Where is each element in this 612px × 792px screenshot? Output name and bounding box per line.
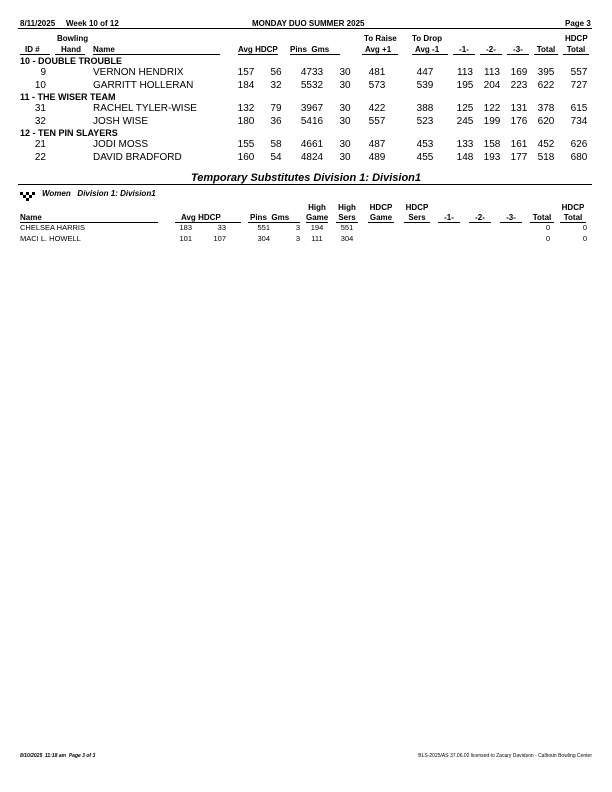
bowler-drop: 447 xyxy=(416,67,434,78)
bowler-g1: 113 xyxy=(457,67,473,78)
col-game-2: -2- xyxy=(480,45,502,55)
subs-title: Temporary Substitutes Division 1: Division1 xyxy=(190,172,422,184)
col-name: Name xyxy=(93,45,220,55)
bowler-drop: 455 xyxy=(416,151,434,163)
col-game-1: -1- xyxy=(453,45,475,55)
bowler-gms: 30 xyxy=(339,79,351,91)
bowler-raise: 481 xyxy=(368,67,386,78)
sub-hdcp: 107 xyxy=(213,233,226,243)
col-pins-gms: Pins Gms xyxy=(290,45,340,55)
bowler-g2: 193 xyxy=(483,151,501,163)
subs-col-hdcp-sers: Sers xyxy=(404,213,430,223)
bowler-id: 32 xyxy=(34,115,46,127)
subs-col-game: Game xyxy=(306,213,329,222)
subs-col-hdcp-b: HDCP xyxy=(405,203,429,212)
bowler-total: 620 xyxy=(537,115,555,127)
bowler-raise: 422 xyxy=(368,103,386,114)
col-game-3: -3- xyxy=(507,45,529,55)
bowler-name: GARRITT HOLLERAN xyxy=(93,79,194,91)
bowler-gms: 30 xyxy=(339,151,351,163)
sub-hdcp-total: 0 xyxy=(582,233,587,243)
bowler-drop: 453 xyxy=(416,139,434,150)
bowler-total: 518 xyxy=(537,151,555,163)
bowler-hdcp: 54 xyxy=(270,151,282,163)
bowler-avg: 180 xyxy=(237,115,255,127)
footer-timestamp: 8/10/2025 11:18 am Page 3 of 3 xyxy=(20,753,96,759)
bowler-g2: 113 xyxy=(484,67,500,78)
sub-hdcp-total: 0 xyxy=(582,223,587,232)
bowler-pins: 4733 xyxy=(300,67,324,78)
col-hand: Hand xyxy=(55,45,85,55)
subs-col-hdcp-a: HDCP xyxy=(369,203,393,212)
team-title: 10 - DOUBLE TROUBLE xyxy=(20,56,123,66)
subs-col-hdcp-game: Game xyxy=(369,213,393,222)
sub-name: MACI L. HOWELL xyxy=(20,233,81,243)
col-bowling: Bowling xyxy=(57,34,89,43)
subs-col-game-1: -1- xyxy=(438,213,460,223)
team-title: 12 - TEN PIN SLAYERS xyxy=(20,128,118,138)
sub-high-game: 194 xyxy=(310,223,324,232)
team-title: 11 - THE WISER TEAM xyxy=(20,92,116,102)
league-name: MONDAY DUO SUMMER 2025 xyxy=(252,19,365,28)
sub-avg: 183 xyxy=(179,223,192,232)
bowler-g3: 223 xyxy=(510,79,528,91)
subs-col-high2: High xyxy=(338,203,356,212)
subs-col-total: Total xyxy=(530,213,554,223)
bowler-name: RACHEL TYLER-WISE xyxy=(93,103,197,114)
bowler-drop: 523 xyxy=(416,115,434,127)
sub-hdcp: 33 xyxy=(217,223,226,232)
bowler-pins: 3967 xyxy=(300,103,324,114)
col-to-raise: To Raise xyxy=(364,34,397,43)
bowler-raise: 487 xyxy=(368,139,386,150)
sub-total: 0 xyxy=(545,223,550,232)
bowler-id: 22 xyxy=(34,151,46,163)
col-hdcp-total: Total xyxy=(563,45,589,55)
bowler-g2: 158 xyxy=(483,139,501,150)
sub-pins: 551 xyxy=(257,223,270,232)
subs-col-sers: Sers xyxy=(336,213,358,223)
sub-gms: 3 xyxy=(295,223,300,232)
bowler-hdcp-total: 615 xyxy=(570,103,588,114)
bowler-g2: 199 xyxy=(483,115,501,127)
bowler-raise: 489 xyxy=(368,151,386,163)
subs-col-avg-hdcp: Avg HDCP xyxy=(175,213,241,223)
bowler-g1: 148 xyxy=(456,151,474,163)
bowler-raise: 573 xyxy=(368,79,386,91)
footer-license: BLS-2025/AS 37.06.02 licensed to Zacary Davidson - Calhoun Bowling Center xyxy=(418,753,592,759)
bowler-pins: 4661 xyxy=(300,139,324,150)
bowler-avg: 184 xyxy=(237,79,255,91)
bowler-gms: 30 xyxy=(339,115,351,127)
subs-rule xyxy=(18,184,592,185)
bowler-g3: 131 xyxy=(510,103,528,114)
bowler-total: 622 xyxy=(537,79,555,91)
bowler-pins: 4824 xyxy=(300,151,324,163)
subs-col-high1: High xyxy=(308,203,326,212)
bowler-g3: 161 xyxy=(510,139,528,150)
subs-col-name: Name xyxy=(20,213,158,223)
subs-col-hdcp-total: Total xyxy=(560,213,586,223)
week-label: Week 10 of 12 xyxy=(66,19,119,28)
bowler-hdcp-total: 557 xyxy=(570,67,588,78)
col-to-drop: To Drop xyxy=(412,34,443,43)
bowler-hdcp-total: 680 xyxy=(570,151,588,163)
sub-total: 0 xyxy=(545,233,550,243)
bowler-g2: 204 xyxy=(483,79,501,91)
bowler-g3: 177 xyxy=(510,151,528,163)
bowler-g1: 195 xyxy=(456,79,474,91)
bowler-pins: 5532 xyxy=(300,79,324,91)
sub-high-sers: 304 xyxy=(340,233,354,243)
bowler-name: JOSH WISE xyxy=(93,115,149,127)
bowler-hdcp: 58 xyxy=(270,139,282,150)
bowler-gms: 30 xyxy=(339,139,351,150)
bowler-id: 21 xyxy=(34,139,46,150)
subs-col-pins-gms: Pins Gms xyxy=(248,213,300,223)
sub-name: CHELSEA HARRIS xyxy=(20,223,86,232)
bowler-gms: 30 xyxy=(339,67,351,78)
col-id: ID # xyxy=(20,45,50,55)
bowler-hdcp: 36 xyxy=(270,115,282,127)
bowler-name: JODI MOSS xyxy=(93,139,149,150)
bowler-drop: 388 xyxy=(416,103,434,114)
bowler-raise: 557 xyxy=(368,115,386,127)
bowler-g1: 133 xyxy=(456,139,474,150)
bowler-avg: 155 xyxy=(237,139,255,150)
subs-group-label: Women Division 1: Division1 xyxy=(42,189,156,198)
col-hdcp-top: HDCP xyxy=(565,34,588,43)
bowler-avg: 157 xyxy=(237,67,255,78)
sub-high-sers: 551 xyxy=(340,223,354,232)
bowler-hdcp-total: 734 xyxy=(570,115,588,127)
col-avg-plus1: Avg +1 xyxy=(362,45,398,55)
page-number: Page 3 xyxy=(565,19,591,28)
bowler-total: 378 xyxy=(537,103,555,114)
bowler-hdcp-total: 727 xyxy=(570,79,588,91)
report-date: 8/11/2025 xyxy=(20,19,56,28)
sub-gms: 3 xyxy=(295,233,300,243)
bowler-avg: 160 xyxy=(237,151,255,163)
bowler-total: 395 xyxy=(537,67,555,78)
bowler-avg: 132 xyxy=(237,103,255,114)
bowler-pins: 5416 xyxy=(300,115,324,127)
subs-col-hdcp-c: HDCP xyxy=(561,203,585,212)
bowler-drop: 539 xyxy=(416,79,434,91)
sub-avg: 101 xyxy=(179,233,192,243)
bowler-name: DAVID BRADFORD xyxy=(93,151,182,163)
col-total: Total xyxy=(534,45,558,55)
subs-col-game-3: -3- xyxy=(500,213,522,223)
header-rule xyxy=(18,28,592,29)
sub-pins: 304 xyxy=(257,233,270,243)
bowler-id: 10 xyxy=(34,79,46,91)
bowler-g3: 176 xyxy=(510,115,528,127)
bowler-hdcp: 56 xyxy=(270,67,282,78)
bowler-g3: 169 xyxy=(510,67,528,78)
bowler-id: 9 xyxy=(40,67,46,78)
bowler-id: 31 xyxy=(34,103,46,114)
bowler-name: VERNON HENDRIX xyxy=(93,67,184,78)
bowler-g1: 245 xyxy=(456,115,474,127)
bowler-g1: 125 xyxy=(456,103,474,114)
col-avg-minus1: Avg -1 xyxy=(412,45,448,55)
bowler-g2: 122 xyxy=(483,103,501,114)
bowler-gms: 30 xyxy=(339,103,351,114)
subs-col-game-2: -2- xyxy=(469,213,491,223)
bowler-hdcp: 32 xyxy=(270,79,282,91)
bowler-hdcp-total: 626 xyxy=(570,139,588,150)
checkered-flag-icon xyxy=(20,189,35,199)
bowler-hdcp: 79 xyxy=(270,103,282,114)
col-avg-hdcp: Avg HDCP xyxy=(238,45,278,54)
bowler-total: 452 xyxy=(537,139,555,150)
sub-high-game: 111 xyxy=(311,233,323,243)
